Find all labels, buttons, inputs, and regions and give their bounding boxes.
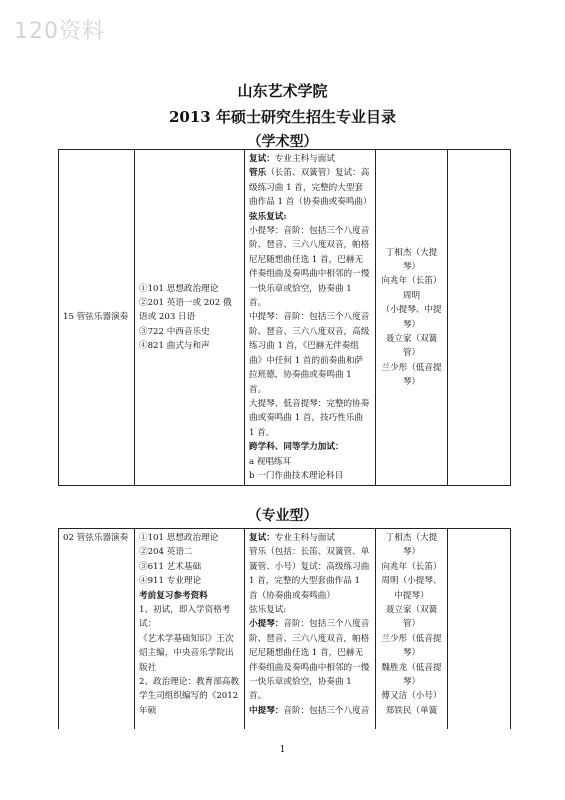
violin-text: 音阶：包括三个八度音阶、琶音、三六八度双音，帕格尼尼随想曲任选 1 首，巴赫无伴奏组曲及奏鸣曲中相邻的一慢一快乐章或恰空，协奏曲 1 首。	[249, 619, 370, 702]
review-item: 1、初试，即入学资格考试：	[139, 605, 231, 630]
table-row	[59, 150, 511, 486]
document-title: 2013 年硕士研究生招生专业目录	[169, 108, 396, 126]
professional-table	[58, 528, 511, 729]
teacher: 聂立家（双簧管）	[385, 605, 438, 630]
viola-text: 音阶：包括三个八度音	[283, 705, 370, 716]
wind-label: 管乐	[249, 168, 267, 179]
wind-text: （长笛、双簧管）复试：高级练习曲 1 首，完整的大型套曲作品 1 首（协奏曲或奏鸣曲）	[249, 168, 372, 208]
major-name: 15 管弦乐器演奏	[63, 312, 129, 323]
retest-text: 专业主科与面试	[274, 533, 335, 543]
teacher: 兰少彤（低音提琴）	[381, 633, 442, 659]
review-item: 《艺术学基础知识》王次炤主编，中央音乐学院出版社	[139, 633, 234, 673]
review-materials-label: 考前复习参考资料	[139, 590, 208, 601]
teacher: 魏胜龙（低音提琴）	[381, 662, 442, 688]
academic-table	[58, 149, 511, 486]
retest-text: 专业主科与面试	[274, 154, 335, 164]
exam-subject: ②204 英语二	[139, 547, 193, 558]
exam-subject: ②201 英语一或 202 俄语或 203 日语	[139, 298, 232, 323]
string-label: 弦乐复试:	[249, 211, 287, 222]
teacher: 傅又洁（小号）	[381, 691, 442, 702]
teacher: 兰少彤（低音提琴）	[381, 362, 442, 388]
notes-cell	[448, 529, 511, 730]
teacher: 丁相杰（大提琴）	[385, 247, 438, 273]
teachers-cell	[376, 529, 448, 730]
string-item: 中提琴：音阶：包括三个八度音阶、琶音、三六八度双音，高级练习曲 1 首，《巴赫无伴奏组曲》中任何 1 首的前奏曲和萨拉班德，协奏曲或奏鸣曲 1 首。	[249, 312, 370, 395]
notes-cell	[448, 150, 511, 486]
retest-label: 复试：	[249, 533, 275, 543]
section-academic-heading: （学术型）	[247, 134, 318, 150]
teachers-cell	[376, 150, 448, 486]
exam-subject: ①101 思想政治理论	[139, 283, 219, 294]
teacher: 向兆年（长笛）	[381, 276, 442, 287]
teacher: （小提琴、中提琴）	[381, 305, 442, 330]
extra-exam-item: a 视唱练耳	[249, 456, 292, 467]
major-cell	[59, 150, 135, 486]
teacher: 郑铁民（单簧	[385, 705, 438, 716]
retest-cell	[245, 150, 376, 486]
teacher: 周明（小提琴、中提琴）	[381, 576, 442, 601]
exam-subject: ④821 曲式与和声	[139, 341, 210, 352]
extra-exam-label: 跨学科、同等学力加试：	[249, 442, 344, 453]
exam-subject: ③611 艺术基础	[139, 561, 202, 572]
page-number: 1	[279, 745, 286, 755]
section-professional-heading: （专业型）	[247, 508, 318, 524]
exam-subjects-cell	[135, 150, 245, 486]
school-name: 山东艺术学院	[237, 82, 328, 100]
string-item: 大提琴、低音提琴：完整的协奏曲或奏鸣曲 1 首，技巧性乐曲 1 首。	[249, 398, 370, 438]
teacher: 向兆年（长笛）	[381, 561, 442, 572]
violin-label: 小提琴：	[249, 619, 284, 630]
exam-subject: ①101 思想政治理论	[139, 533, 219, 543]
exam-subjects-cell	[135, 529, 245, 730]
table-row	[59, 529, 511, 730]
watermark: 120资料	[14, 19, 105, 44]
review-item: 2、政治理论：教育部高教学生司组织编写的《2012 年硕	[139, 677, 239, 716]
retest-cell	[245, 529, 376, 730]
major-name: 02 管弦乐器演奏	[63, 533, 129, 543]
extra-exam-item: b 一门作曲技术理论科目	[249, 470, 344, 481]
teacher: 聂立家（双簧管）	[385, 334, 438, 359]
string-item: 小提琴：音阶：包括三个八度音阶、琶音、三六八度双音，帕格尼尼随想曲任选 1 首，巴赫无伴奏组曲及奏鸣曲中相邻的一慢一快乐章或恰空，协奏曲 1 首。	[249, 226, 370, 309]
teacher: 丁相杰（大提琴）	[385, 533, 438, 558]
teacher: 周明	[402, 290, 421, 301]
exam-subject: ④911 专业理论	[139, 576, 202, 587]
wind-text: 管乐（包括：长笛、双簧管、单簧管、小号）复试：高级练习曲 1 首，完整的大型套曲作品 1 首（协奏曲或奏鸣曲）	[249, 547, 370, 601]
viola-label: 中提琴：	[249, 705, 284, 716]
exam-subject: ③722 中西音乐史	[139, 326, 210, 337]
retest-label: 复试：	[249, 154, 275, 164]
major-cell	[59, 529, 135, 730]
string-label: 弦乐复试:	[249, 605, 287, 616]
